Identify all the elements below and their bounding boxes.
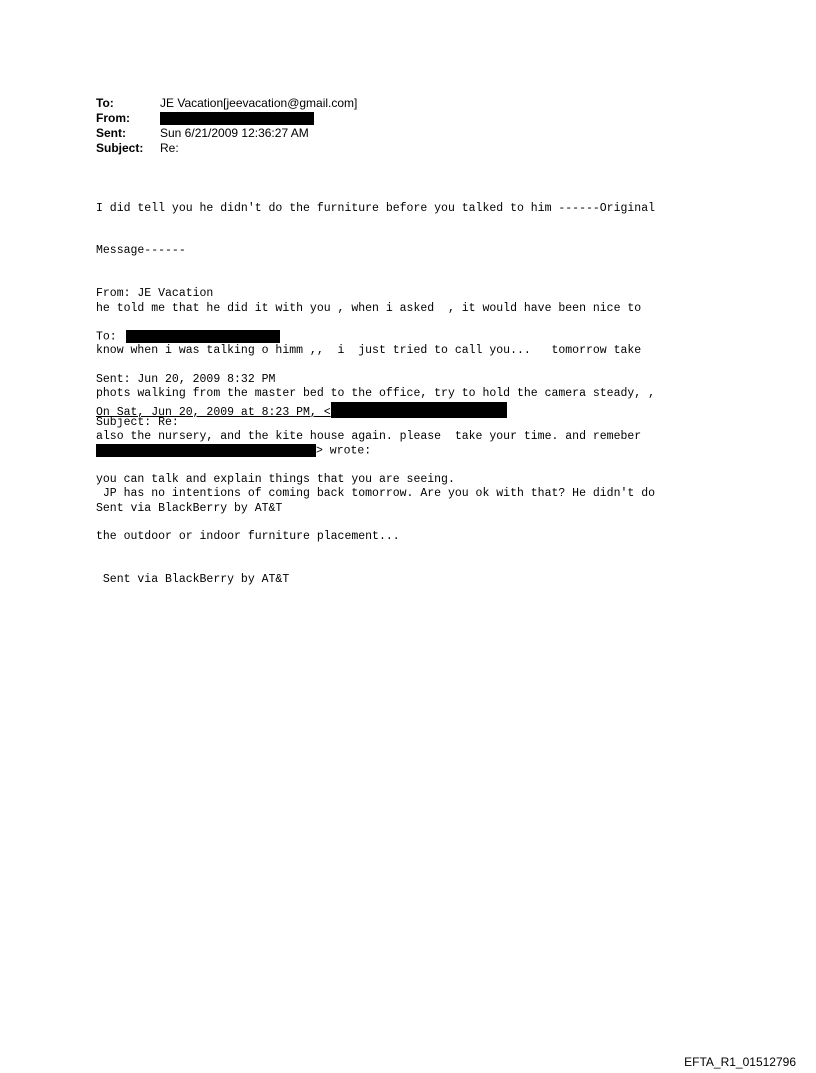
original-sent: Sent: Jun 20, 2009 8:32 PM xyxy=(96,373,276,387)
from-row xyxy=(96,111,357,126)
redaction-box xyxy=(331,402,507,418)
original-to-label: To: xyxy=(96,330,124,344)
paragraph-line: know when i was talking o himm ,, i just tried to call you... tomorrow take xyxy=(96,344,642,358)
original-from: From: JE Vacation xyxy=(96,287,214,301)
sent-label: Sent: xyxy=(96,126,126,140)
quote-intro-text: On Sat, Jun 20, 2009 at 8:23 PM, < xyxy=(96,405,331,419)
redaction-box xyxy=(160,112,314,125)
quote-line: the outdoor or indoor furniture placement... xyxy=(96,530,400,544)
body-line: I did tell you he didn't do the furniture before you talked to him ------Original xyxy=(96,201,655,215)
subject-label: Subject: xyxy=(96,141,144,155)
signature: Sent via BlackBerry by AT&T xyxy=(96,502,283,515)
paragraph-line: you can talk and explain things that you are seeing. xyxy=(96,473,455,487)
paragraph-line: phots walking from the master bed to the office, try to hold the camera steady, , xyxy=(96,387,655,401)
paragraph-line: he told me that he did it with you , when i asked , it would have been nice to xyxy=(96,301,642,315)
email-header xyxy=(96,96,357,156)
body-line: Message------ xyxy=(96,244,186,258)
from-label: From: xyxy=(96,111,130,125)
document-id: EFTA_R1_01512796 xyxy=(684,1055,796,1069)
to-value: JE Vacation[jeevacation@gmail.com] xyxy=(160,96,358,110)
quote-intro xyxy=(96,402,655,419)
to-row xyxy=(96,96,357,111)
subject-value: Re: xyxy=(160,141,179,155)
quote-line: JP has no intentions of coming back tomorrow. Are you ok with that? He didn't do xyxy=(96,487,655,501)
to-label: To: xyxy=(96,96,114,110)
quote-line: Sent via BlackBerry by AT&T xyxy=(96,573,290,587)
sent-value: Sun 6/21/2009 12:36:27 AM xyxy=(160,126,309,140)
subject-row xyxy=(96,141,357,156)
redaction-box xyxy=(96,444,316,457)
quote-wrote: > wrote: xyxy=(316,445,372,459)
quoted-message xyxy=(96,373,655,602)
paragraph-line: also the nursery, and the kite house again. please take your time. and remeber xyxy=(96,430,642,444)
quote-wrote-line xyxy=(96,444,655,458)
original-subject: Subject: Re: xyxy=(96,416,179,430)
sent-row xyxy=(96,126,357,141)
